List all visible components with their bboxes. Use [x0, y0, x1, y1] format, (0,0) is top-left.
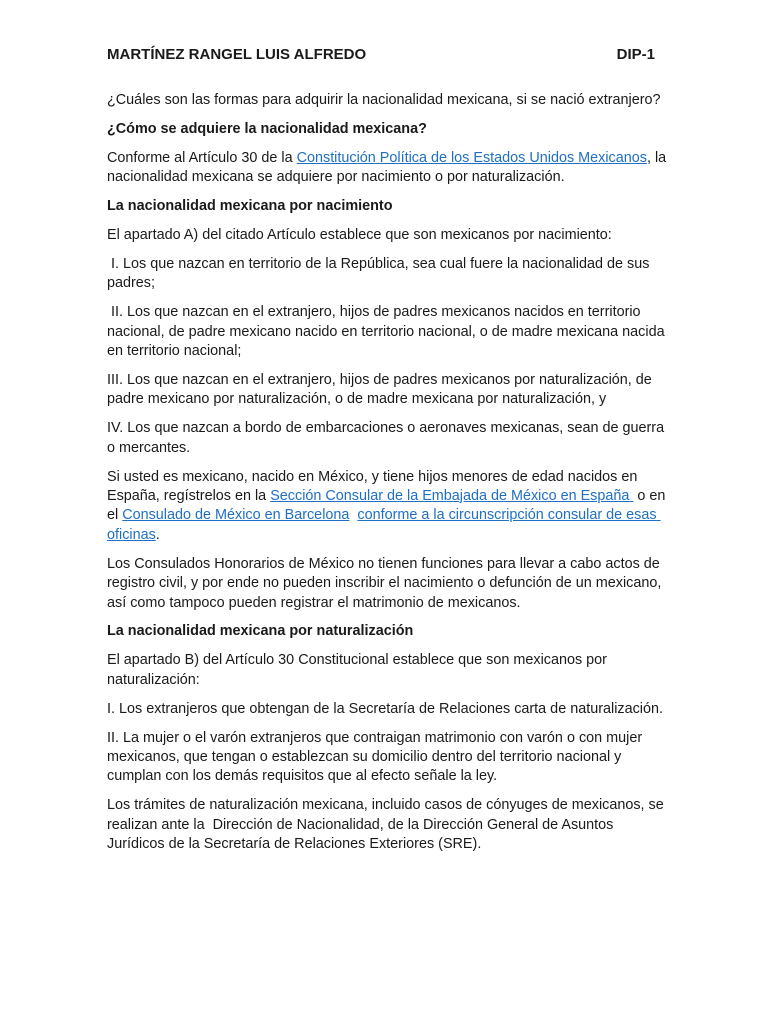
p3-mid1: o en el — [107, 488, 670, 524]
heading-by-birth: La nacionalidad mexicana por nacimiento — [107, 198, 393, 215]
question-text: ¿Cuáles son las formas para adquirir la nacionalidad mexicana, si se nació extranjero? — [107, 92, 661, 108]
list-item: II. Los que nazcan en el extranjero, hijos de padres mexicanos nacidos en territorio nacional, de padre mexicano nacido en territorio nacional, o de madre mexicana nacida en territorio nacional; — [107, 304, 669, 360]
heading-by-naturalization: La nacionalidad mexicana por naturalización — [107, 623, 414, 640]
paragraph-article-30 — [107, 149, 667, 188]
paragraph-honorary-consulates: Los Consulados Honorarios de México no tienen funciones para llevar a cabo actos de registro civil, y por ende no pueden inscribir el nacimiento o defunción de un mexicano, así como tampoco pueden registrar el matrimonio de mexicanos. — [107, 555, 662, 611]
list-item: IV. Los que nazcan a bordo de embarcaciones o aeronaves mexicanas, sean de guerra o mercantes. — [107, 420, 665, 456]
constitution-link[interactable]: Constitución Política de los Estados Unidos Mexicanos — [296, 149, 647, 166]
heading-how-acquired: ¿Cómo se adquiere la nacionalidad mexicana? — [107, 120, 427, 137]
document-body — [107, 91, 670, 864]
embassy-consular-section-link[interactable]: Sección Consular de la Embajada de México en España — [270, 488, 634, 504]
p1-post: , la nacionalidad mexicana se adquiere por nacimiento o por naturalización. — [107, 149, 667, 186]
paragraph-section-b: El apartado B) del Artículo 30 Constitucional establece que son mexicanos por naturalización: — [107, 652, 607, 688]
paragraph-procedures: Los trámites de naturalización mexicana, incluido casos de cónyuges de mexicanos, se realizan ante la Dirección de Nacionalidad, de la Dirección General de Asuntos Jurídicos de la Secretaría de Relaciones Exteriores (SRE). — [107, 797, 668, 853]
p1-pre: Conforme al Artículo 30 de la — [107, 149, 297, 166]
barcelona-consulate-link[interactable]: Consulado de México en Barcelona — [122, 507, 350, 524]
consular-circumscription-link[interactable]: conforme a la circunscripción consular de esas oficinas — [107, 507, 661, 543]
list-item: III. Los que nazcan en el extranjero, hijos de padres mexicanos por naturalización, de padre mexicano por naturalización, o de madre mexicana por naturalización, y — [107, 371, 652, 408]
page-header — [107, 46, 655, 66]
list-item: I. Los extranjeros que obtengan de la Secretaría de Relaciones carta de naturalización. — [107, 700, 663, 717]
author-name: MARTÍNEZ RANGEL LUIS ALFREDO — [107, 46, 367, 63]
document-code: DIP-1 — [616, 46, 655, 63]
p3-post: . — [155, 526, 160, 543]
paragraph-section-a: El apartado A) del citado Artículo establece que son mexicanos por nacimiento: — [107, 227, 612, 244]
paragraph-spain-registration — [107, 468, 670, 546]
list-item: I. Los que nazcan en territorio de la República, sea cual fuere la nacionalidad de sus padres; — [107, 255, 654, 292]
list-item: II. La mujer o el varón extranjeros que contraigan matrimonio con varón o con mujer mexicanos, que tengan o establezcan su domicilio dentro del territorio nacional y cumplan con los demás requisitos que al efecto señale la ley. — [107, 729, 643, 785]
p3-pre: Si usted es mexicano, nacido en México, y tiene hijos menores de edad nacidos en España, regístrelos en la — [107, 468, 642, 504]
